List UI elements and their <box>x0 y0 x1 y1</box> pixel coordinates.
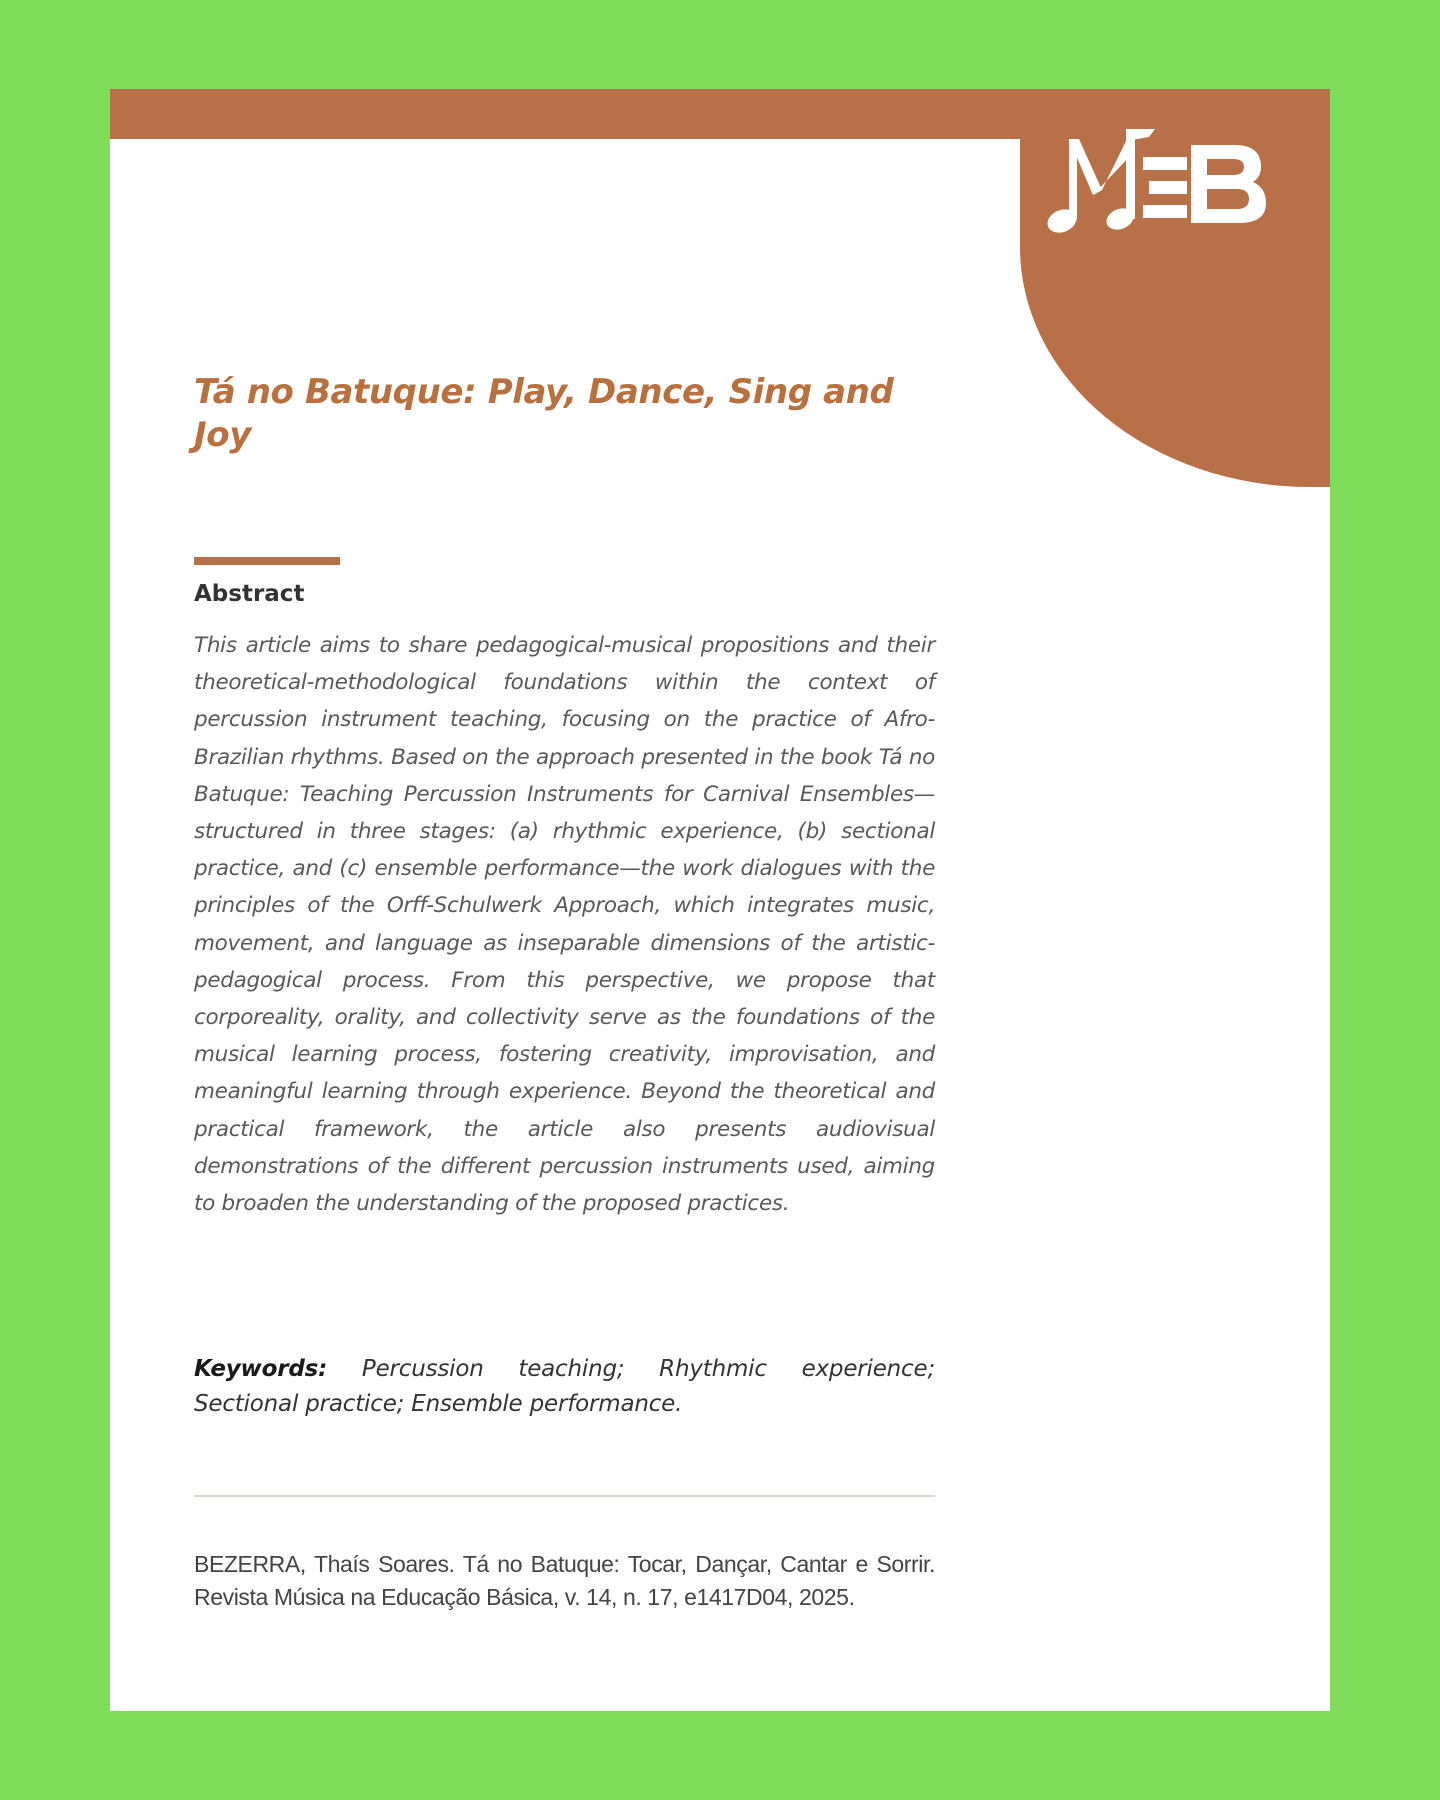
logo-letter-e <box>1143 157 1187 218</box>
keywords-text: Percussion teaching; Rhythmic experience; Sectional practice; Ensemble performance. <box>194 1356 935 1417</box>
abstract-heading: Abstract <box>194 581 305 607</box>
logo-letter-b <box>1191 145 1266 223</box>
citation: BEZERRA, Thaís Soares. Tá no Batuque: Tocar, Dançar, Cantar e Sorrir. Revista Música na Educação Básica, v. 14, n. 17, e1417D04, 2025. <box>194 1551 935 1610</box>
music-note-icon <box>1045 129 1155 237</box>
article-page <box>110 89 1330 1711</box>
article-title: Tá no Batuque: Play, Dance, Sing and Joy <box>194 372 894 455</box>
footer-divider <box>194 1495 935 1497</box>
keywords-label: Keywords: <box>194 1356 328 1382</box>
keywords <box>194 1352 935 1422</box>
meb-logo <box>1045 115 1295 245</box>
abstract-divider <box>194 557 340 565</box>
abstract-text: This article aims to share pedagogical-musical propositions and their theoretical-methodological foundations within the context of percussion instrument teaching, focusing on the practice of Afro-Brazilian rhythms. Based on the approach presented in the book Tá no Batuque: Teaching Percussion Instruments for Carnival Ensembles—structured in three stages: (a) rhythmic experience, (b) sectional practice, and (c) ensemble performance—the work dialogues with the principles of the Orff-Schulwerk Approach, which integrates music, movement, and language as inseparable dimensions of the artistic-pedagogical process. From this perspective, we propose that corporeality, orality, and collectivity serve as the foundations of the musical learning process, fostering creativity, improvisation, and meaningful learning through experience. Beyond the theoretical and practical framework, the article also presents audiovisual demonstrations of the different percussion instruments used, aiming to broaden the understanding of the proposed practices. <box>194 633 935 1217</box>
